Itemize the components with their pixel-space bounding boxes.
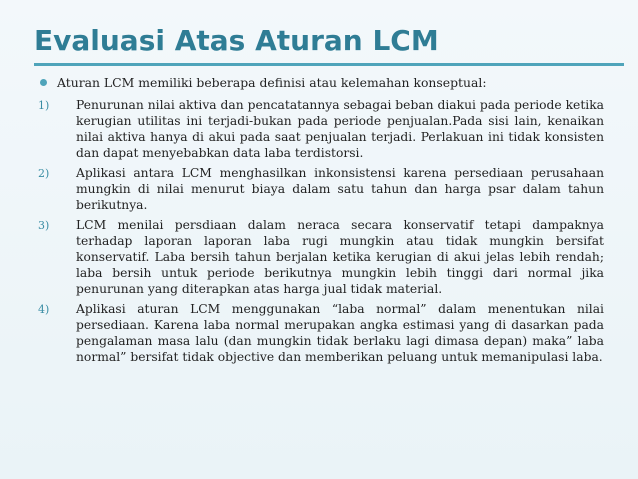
list-item bbox=[38, 301, 604, 365]
item-number: 3) bbox=[38, 219, 50, 232]
item-text: Aplikasi aturan LCM menggunakan “laba normal” dalam menentukan nilai persediaan. Karena laba normal merupakan angka estimasi yang di dasarkan pada pengalaman masa lalu (dan mungkin tidak berlaku lagi dimasa depan) maka” laba normal” bersifat tidak objective dan memberikan peluang untuk memanipulasi laba. bbox=[76, 302, 604, 364]
item-number: 2) bbox=[38, 167, 50, 180]
list-item bbox=[38, 217, 604, 297]
item-number: 4) bbox=[38, 303, 50, 316]
intro-text: Aturan LCM memiliki beberapa definisi atau kelemahan konseptual: bbox=[57, 75, 487, 90]
item-text: Aplikasi antara LCM menghasilkan inkonsistensi karena persediaan perusahaan mungkin di nilai menurut biaya dalam satu tahun dan harga psar dalam tahun berikutnya. bbox=[76, 166, 604, 212]
list-item bbox=[38, 97, 604, 161]
slide-title: Evaluasi Atas Aturan LCM bbox=[34, 24, 439, 57]
item-number: 1) bbox=[38, 99, 50, 112]
item-text: Penurunan nilai aktiva dan pencatatannya sebagai beban diakui pada periode ketika kerugian utilitas ini terjadi-bukan pada periode penjualan.Pada sisi lain, kenaikan nilai aktiva hanya di akui pada saat penjualan terjadi. Perlakuan ini tidak konsisten dan dapat menyebabkan data laba terdistorsi. bbox=[76, 98, 604, 160]
item-text: LCM menilai persdiaan dalam neraca secara konservatif tetapi dampaknya terhadap laporan laporan laba rugi mungkin atau tidak mungkin bersifat konservatif. Laba bersih tahun berjalan ketika kerugian di akui jelas lebih rendah; laba bersih untuk periode berikutnya mungkin lebih tinggi dari normal jika penurunan yang diterapkan atas harga jual tidak material. bbox=[76, 218, 604, 296]
list-item bbox=[38, 165, 604, 213]
numbered-list bbox=[38, 97, 604, 369]
title-underline bbox=[34, 63, 624, 66]
bullet-icon bbox=[40, 79, 47, 86]
intro-bullet bbox=[40, 75, 487, 90]
